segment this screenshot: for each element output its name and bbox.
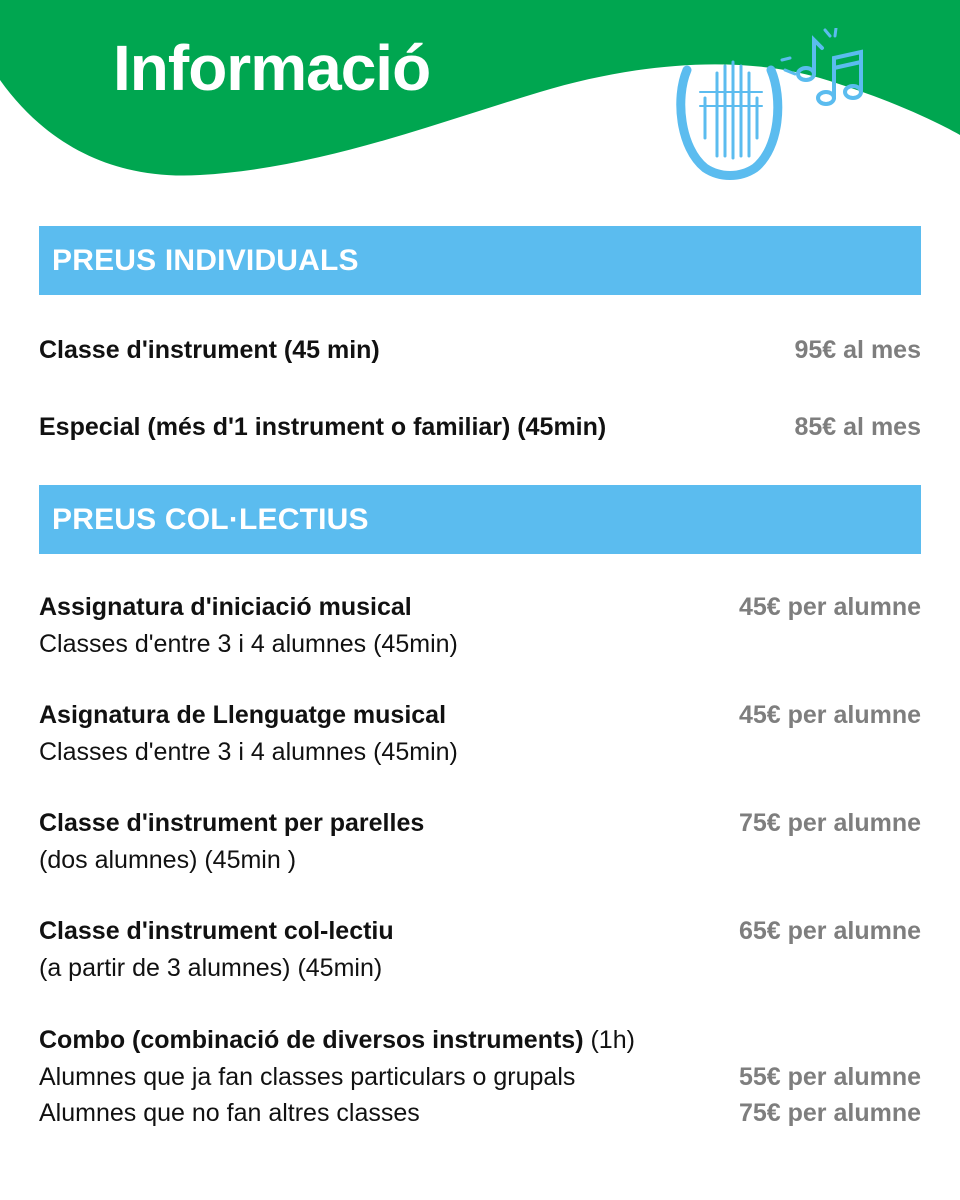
item-name: Asignatura de Llenguatge musical [39, 701, 447, 729]
item-subtitle: Classes d'entre 3 i 4 alumnes (45min) [39, 738, 458, 766]
price-row-combo [39, 1022, 921, 1131]
combo-option-label: Alumnes que no fan altres classes [39, 1099, 420, 1127]
section-header-collective: PREUS COL·LECTIUS [39, 485, 921, 554]
price-row-special [39, 409, 921, 446]
combo-duration: (1h) [583, 1026, 635, 1054]
combo-title [39, 1022, 921, 1059]
item-name: Assignatura d'iniciació musical [39, 593, 412, 621]
combo-option [39, 1059, 921, 1095]
item-price: 75€ per alumne [738, 809, 921, 837]
combo-option [39, 1095, 921, 1131]
price-row-instrument-pairs [39, 805, 921, 879]
item-subtitle: (dos alumnes) (45min ) [39, 846, 297, 874]
item-price: 95€ al mes [794, 336, 921, 364]
price-row-instrument-collective [39, 913, 921, 987]
item-name: Classe d'instrument col-lectiu [39, 917, 394, 945]
item-price: 45€ per alumne [738, 593, 921, 621]
item-name: Classe d'instrument (45 min) [39, 336, 380, 364]
item-price: 65€ per alumne [738, 917, 921, 945]
price-row-musical-initiation [39, 589, 921, 663]
item-subtitle: Classes d'entre 3 i 4 alumnes (45min) [39, 630, 458, 658]
item-subtitle: (a partir de 3 alumnes) (45min) [39, 954, 383, 982]
page-title: Informació [113, 32, 431, 104]
combo-name: Combo (combinació de diversos instruments) [39, 1026, 584, 1054]
price-row-instrument-class [39, 332, 921, 369]
price-row-musical-language [39, 697, 921, 771]
combo-option-label: Alumnes que ja fan classes particulars o grupals [39, 1063, 576, 1091]
combo-option-price: 75€ per alumne [738, 1099, 921, 1127]
item-name: Especial (més d'1 instrument o familiar) (45min) [39, 413, 607, 441]
combo-option-price: 55€ per alumne [738, 1063, 921, 1091]
item-price: 85€ al mes [794, 413, 921, 441]
item-price: 45€ per alumne [738, 701, 921, 729]
item-name: Classe d'instrument per parelles [39, 809, 425, 837]
section-header-individual: PREUS INDIVIDUALS [39, 226, 921, 295]
lyre-with-music-notes-icon [670, 28, 870, 188]
